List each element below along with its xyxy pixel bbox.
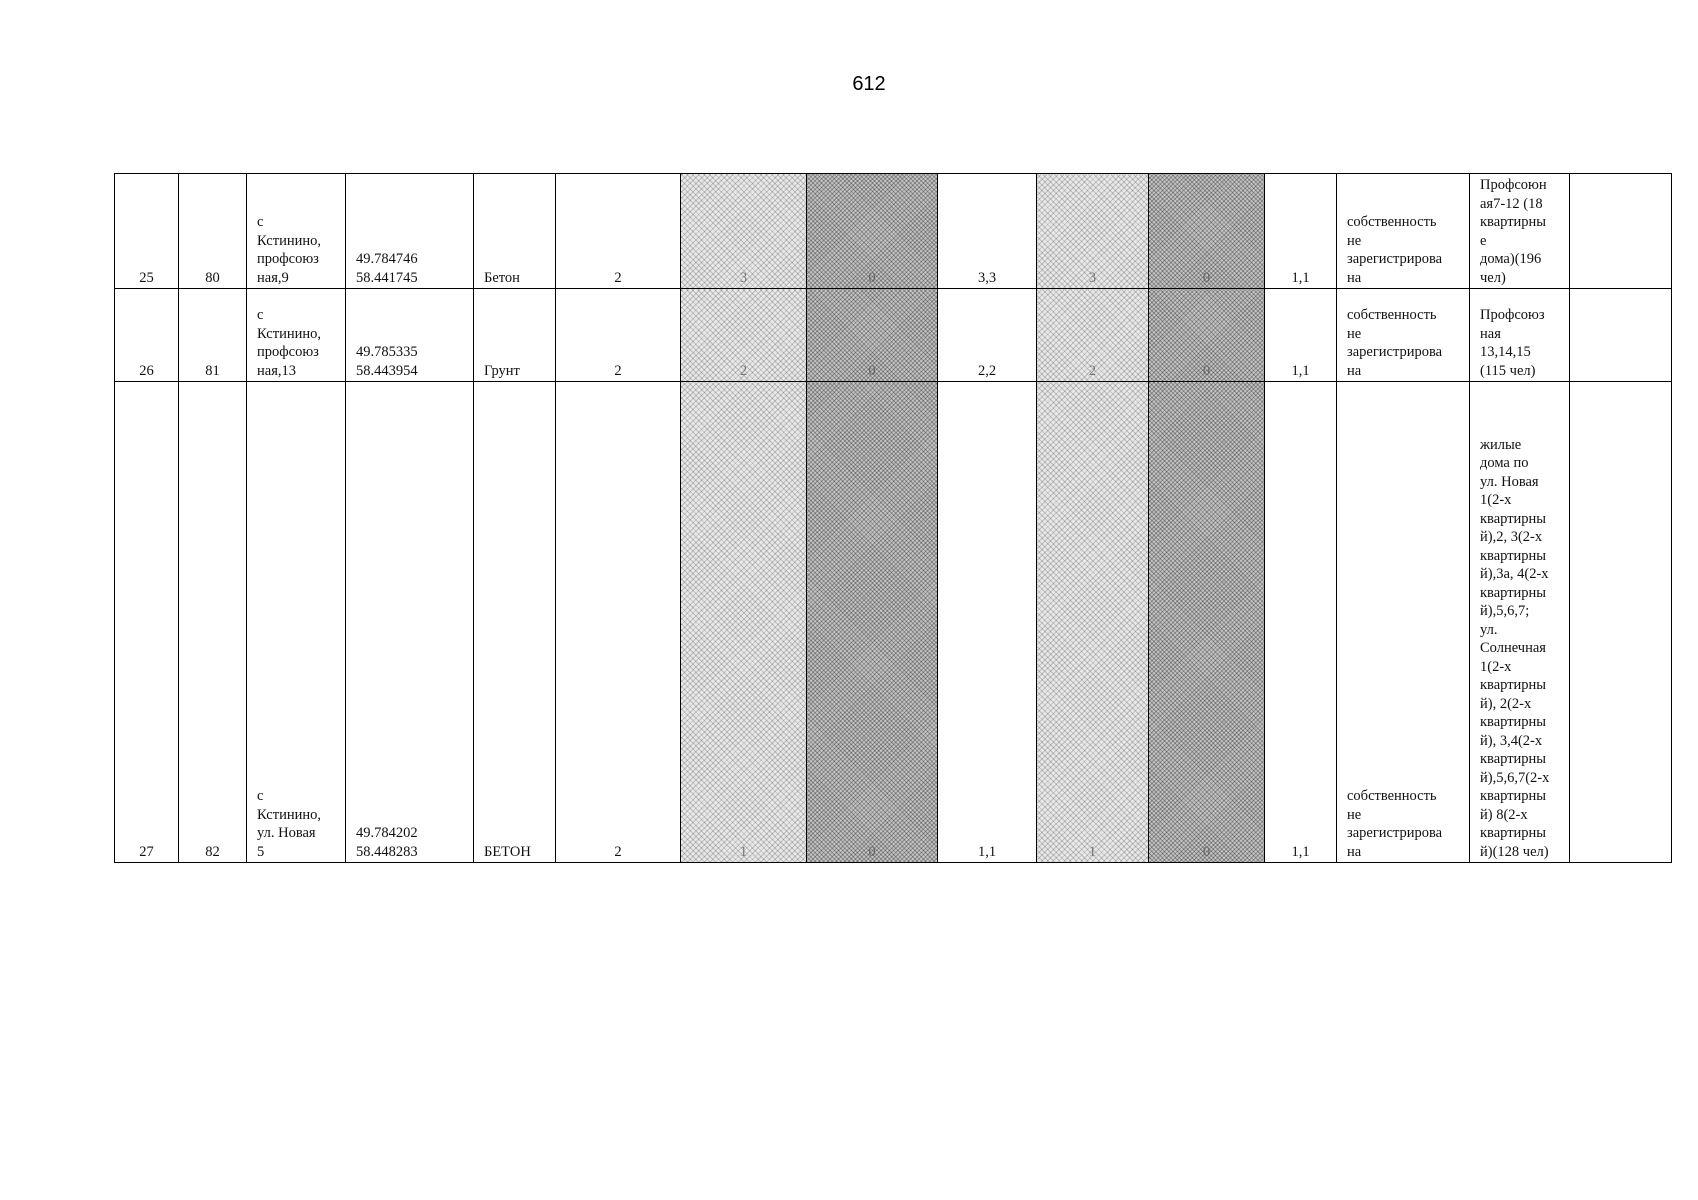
cell-col-j: 2 bbox=[1037, 289, 1149, 382]
row-number: 27 bbox=[115, 382, 179, 863]
row-number: 26 bbox=[115, 289, 179, 382]
cell-col-l: 1,1 bbox=[1265, 382, 1337, 863]
site-address: с Кстинино, профсоюз ная,9 bbox=[247, 174, 346, 289]
cell-col-k: 0 bbox=[1149, 382, 1265, 863]
served-objects: Профсоюз ная 13,14,15 (115 чел) bbox=[1470, 289, 1570, 382]
table-row bbox=[115, 174, 1672, 289]
site-coordinates: 49.785335 58.443954 bbox=[346, 289, 474, 382]
surface-type: Грунт bbox=[474, 289, 556, 382]
registry-number: 82 bbox=[179, 382, 247, 863]
cell-col-l: 1,1 bbox=[1265, 289, 1337, 382]
cell-extra bbox=[1570, 289, 1672, 382]
registry-number: 81 bbox=[179, 289, 247, 382]
registry-number: 80 bbox=[179, 174, 247, 289]
container-sites-table bbox=[114, 173, 1672, 863]
cell-col-g: 1 bbox=[681, 382, 807, 863]
ownership-status: собственность не зарегистрирова на bbox=[1337, 382, 1470, 863]
ownership-status: собственность не зарегистрирова на bbox=[1337, 174, 1470, 289]
cell-col-f: 2 bbox=[556, 382, 681, 863]
cell-col-h: 0 bbox=[807, 174, 938, 289]
cell-col-g: 3 bbox=[681, 174, 807, 289]
table-row bbox=[115, 289, 1672, 382]
cell-extra bbox=[1570, 174, 1672, 289]
cell-col-f: 2 bbox=[556, 174, 681, 289]
table-row bbox=[115, 382, 1672, 863]
cell-col-j: 3 bbox=[1037, 174, 1149, 289]
cell-extra bbox=[1570, 382, 1672, 863]
served-objects: Профсоюн ая7-12 (18 квартирны е дома)(196 чел) bbox=[1470, 174, 1570, 289]
cell-col-k: 0 bbox=[1149, 289, 1265, 382]
row-number: 25 bbox=[115, 174, 179, 289]
cell-col-h: 0 bbox=[807, 289, 938, 382]
cell-col-i: 2,2 bbox=[938, 289, 1037, 382]
cell-col-l: 1,1 bbox=[1265, 174, 1337, 289]
surface-type: Бетон bbox=[474, 174, 556, 289]
cell-col-j: 1 bbox=[1037, 382, 1149, 863]
site-coordinates: 49.784746 58.441745 bbox=[346, 174, 474, 289]
site-address: с Кстинино, профсоюз ная,13 bbox=[247, 289, 346, 382]
site-coordinates: 49.784202 58.448283 bbox=[346, 382, 474, 863]
cell-col-i: 1,1 bbox=[938, 382, 1037, 863]
surface-type: БЕТОН bbox=[474, 382, 556, 863]
served-objects: жилые дома по ул. Новая 1(2-х квартирны й),2, 3(2-х квартирны й),3а, 4(2-х квартирны й),5,6,7; ул. Солнечная 1(2-х квартирны й), 2(2-х квартирны й), 3,4(2-х квартирны й),5,6,7(2-х квартирны й) 8(2-х квартирны й)(128 чел) bbox=[1470, 382, 1570, 863]
cell-col-k: 0 bbox=[1149, 174, 1265, 289]
site-address: с Кстинино, ул. Новая 5 bbox=[247, 382, 346, 863]
page-number: 612 bbox=[852, 73, 886, 95]
cell-col-f: 2 bbox=[556, 289, 681, 382]
cell-col-i: 3,3 bbox=[938, 174, 1037, 289]
cell-col-g: 2 bbox=[681, 289, 807, 382]
cell-col-h: 0 bbox=[807, 382, 938, 863]
ownership-status: собственность не зарегистрирова на bbox=[1337, 289, 1470, 382]
